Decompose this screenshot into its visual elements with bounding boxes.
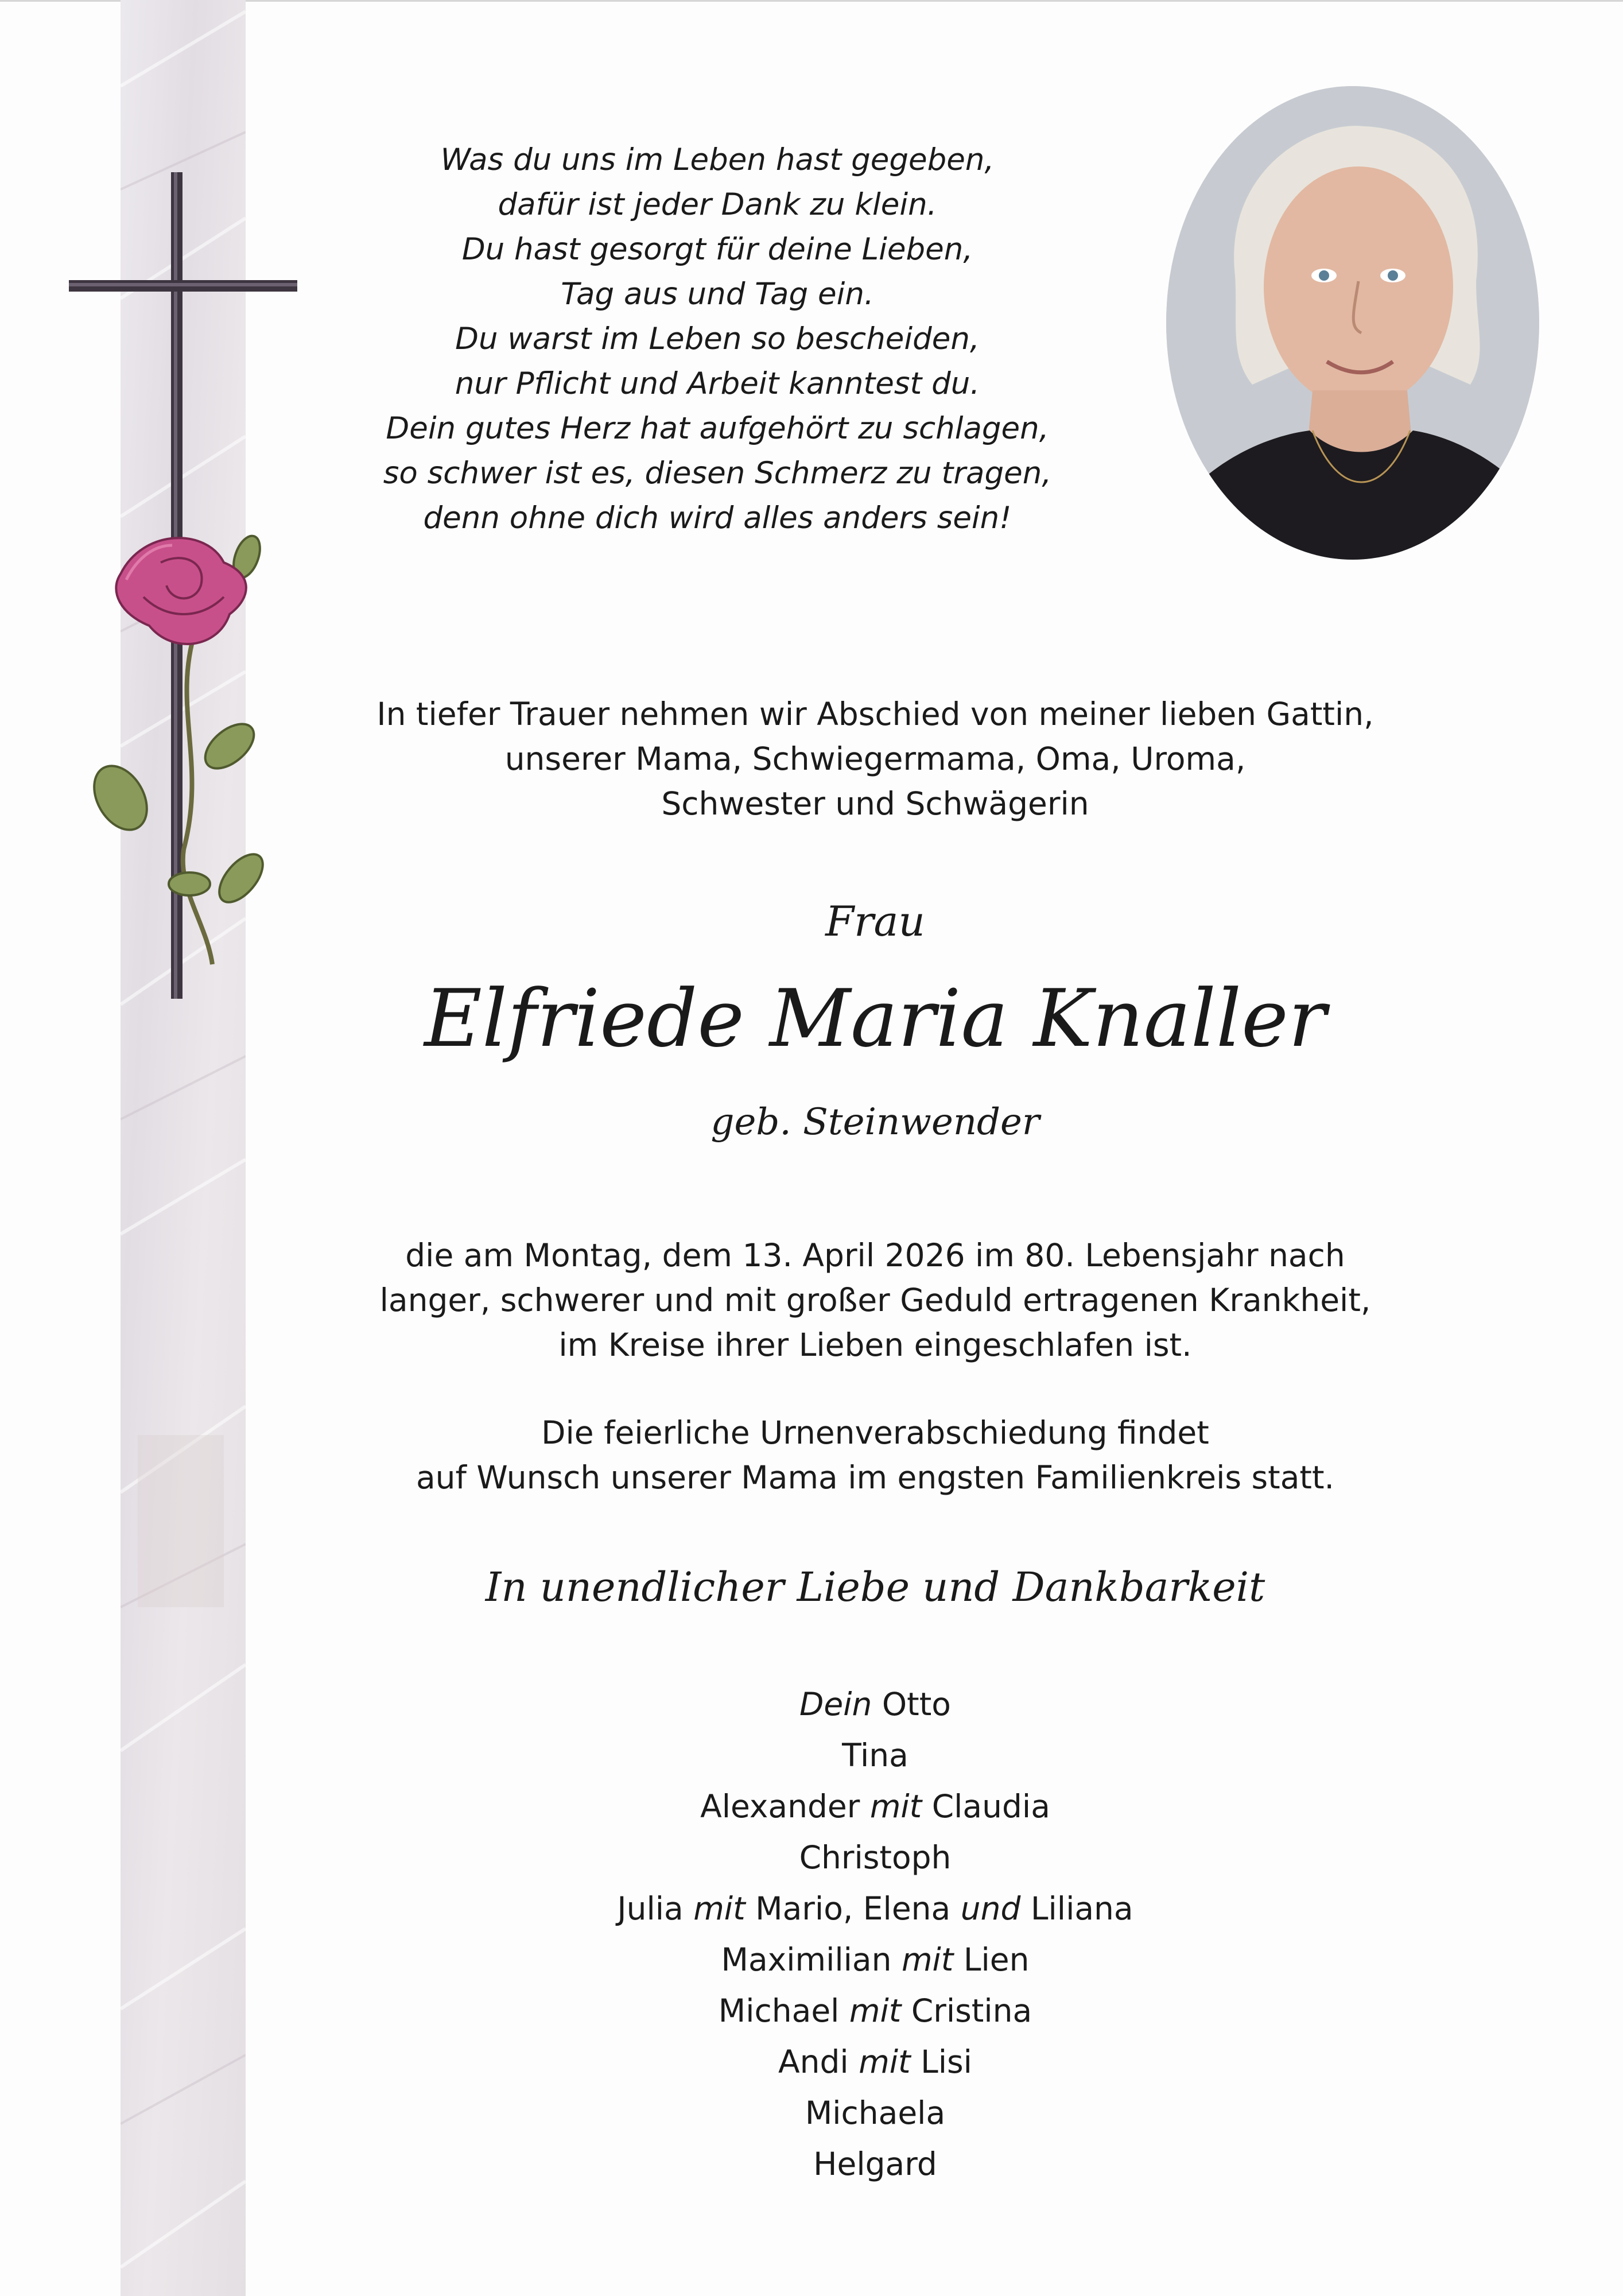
mourner-conjunction: mit	[869, 1788, 922, 1825]
funeral-notice	[333, 1410, 1418, 1500]
mourner-conjunction: und	[960, 1890, 1021, 1927]
mourner-name: Maximilian	[721, 1941, 892, 1978]
mourner-line	[459, 1883, 1291, 1934]
mourner-conjunction: mit	[859, 2043, 911, 2080]
mourner-name: Andi	[778, 2043, 849, 2080]
poem-line: Du warst im Leben so bescheiden,	[455, 321, 980, 356]
mourner-line	[459, 1781, 1291, 1832]
mourner-conjunction: mit	[693, 1890, 746, 1927]
deceased-name: Elfriede Maria Knaller	[424, 972, 1326, 1065]
honorific: Frau	[825, 897, 925, 945]
mourner-name: Claudia	[931, 1788, 1050, 1825]
poem-line: Du hast gesorgt für deine Lieben,	[461, 232, 973, 267]
intro-line: Schwester und Schwägerin	[661, 785, 1089, 822]
poem-line: Tag aus und Tag ein.	[561, 277, 874, 312]
funeral-notice-line: auf Wunsch unserer Mama im engsten Familienkreis statt.	[416, 1459, 1335, 1496]
mourner-name: Mario, Elena	[755, 1890, 951, 1927]
cross-with-rose-icon	[57, 161, 310, 999]
mourner-name: Tina	[842, 1737, 908, 1774]
mourner-line	[459, 2139, 1291, 2190]
mourner-name: Lisi	[921, 2043, 972, 2080]
mourner-name: Michaela	[805, 2095, 946, 2131]
mourner-line	[459, 1934, 1291, 1985]
intro-line: unserer Mama, Schwiegermama, Oma, Uroma,	[504, 740, 1246, 777]
mourner-name: Michael	[718, 1992, 840, 2029]
mourner-line	[459, 1832, 1291, 1883]
mourner-line	[459, 1985, 1291, 2037]
mourners-list	[459, 1679, 1291, 2190]
mourner-name: Cristina	[911, 1992, 1032, 2029]
death-notice-line: die am Montag, dem 13. April 2026 im 80. Lebensjahr nach	[405, 1237, 1345, 1274]
birth-name: geb. Steinwender	[710, 1101, 1040, 1143]
mourner-conjunction: mit	[901, 1941, 954, 1978]
mourner-line	[459, 1679, 1291, 1730]
portrait-photo	[1166, 86, 1539, 560]
mourner-name: Otto	[882, 1686, 951, 1723]
death-notice	[333, 1233, 1418, 1367]
poem-line: denn ohne dich wird alles anders sein!	[423, 501, 1012, 536]
funeral-notice-line: Die feierliche Urnenverabschiedung findet	[541, 1414, 1209, 1451]
death-notice-line: im Kreise ihrer Lieben eingeschlafen ist.	[558, 1327, 1192, 1363]
poem-line: dafür ist jeder Dank zu klein.	[498, 187, 937, 222]
mourner-name: Christoph	[799, 1839, 952, 1876]
mourner-conjunction: mit	[849, 1992, 902, 2029]
mourner-name: Lien	[963, 1941, 1030, 1978]
mourner-name: Alexander	[700, 1788, 860, 1825]
poem	[344, 138, 1090, 541]
poem-line: nur Pflicht und Arbeit kanntest du.	[455, 366, 980, 401]
mourner-name: Julia	[617, 1890, 684, 1927]
mourner-prefix: Dein	[799, 1686, 872, 1723]
intro-text	[333, 692, 1418, 826]
mourner-line	[459, 1730, 1291, 1781]
mourner-line	[459, 2088, 1291, 2139]
intro-line: In tiefer Trauer nehmen wir Abschied von meiner lieben Gattin,	[376, 696, 1374, 732]
closing-line: In unendlicher Liebe und Dankbarkeit	[485, 1564, 1265, 1611]
mourner-line	[459, 2037, 1291, 2088]
poem-line: Was du uns im Leben hast gegeben,	[440, 142, 995, 177]
poem-line: Dein gutes Herz hat aufgehört zu schlagen,	[386, 411, 1049, 446]
mourner-name: Helgard	[813, 2146, 937, 2182]
mourner-name: Liliana	[1030, 1890, 1133, 1927]
poem-line: so schwer ist es, diesen Schmerz zu tragen,	[383, 456, 1052, 491]
death-notice-line: langer, schwerer und mit großer Geduld ertragenen Krankheit,	[379, 1282, 1371, 1318]
